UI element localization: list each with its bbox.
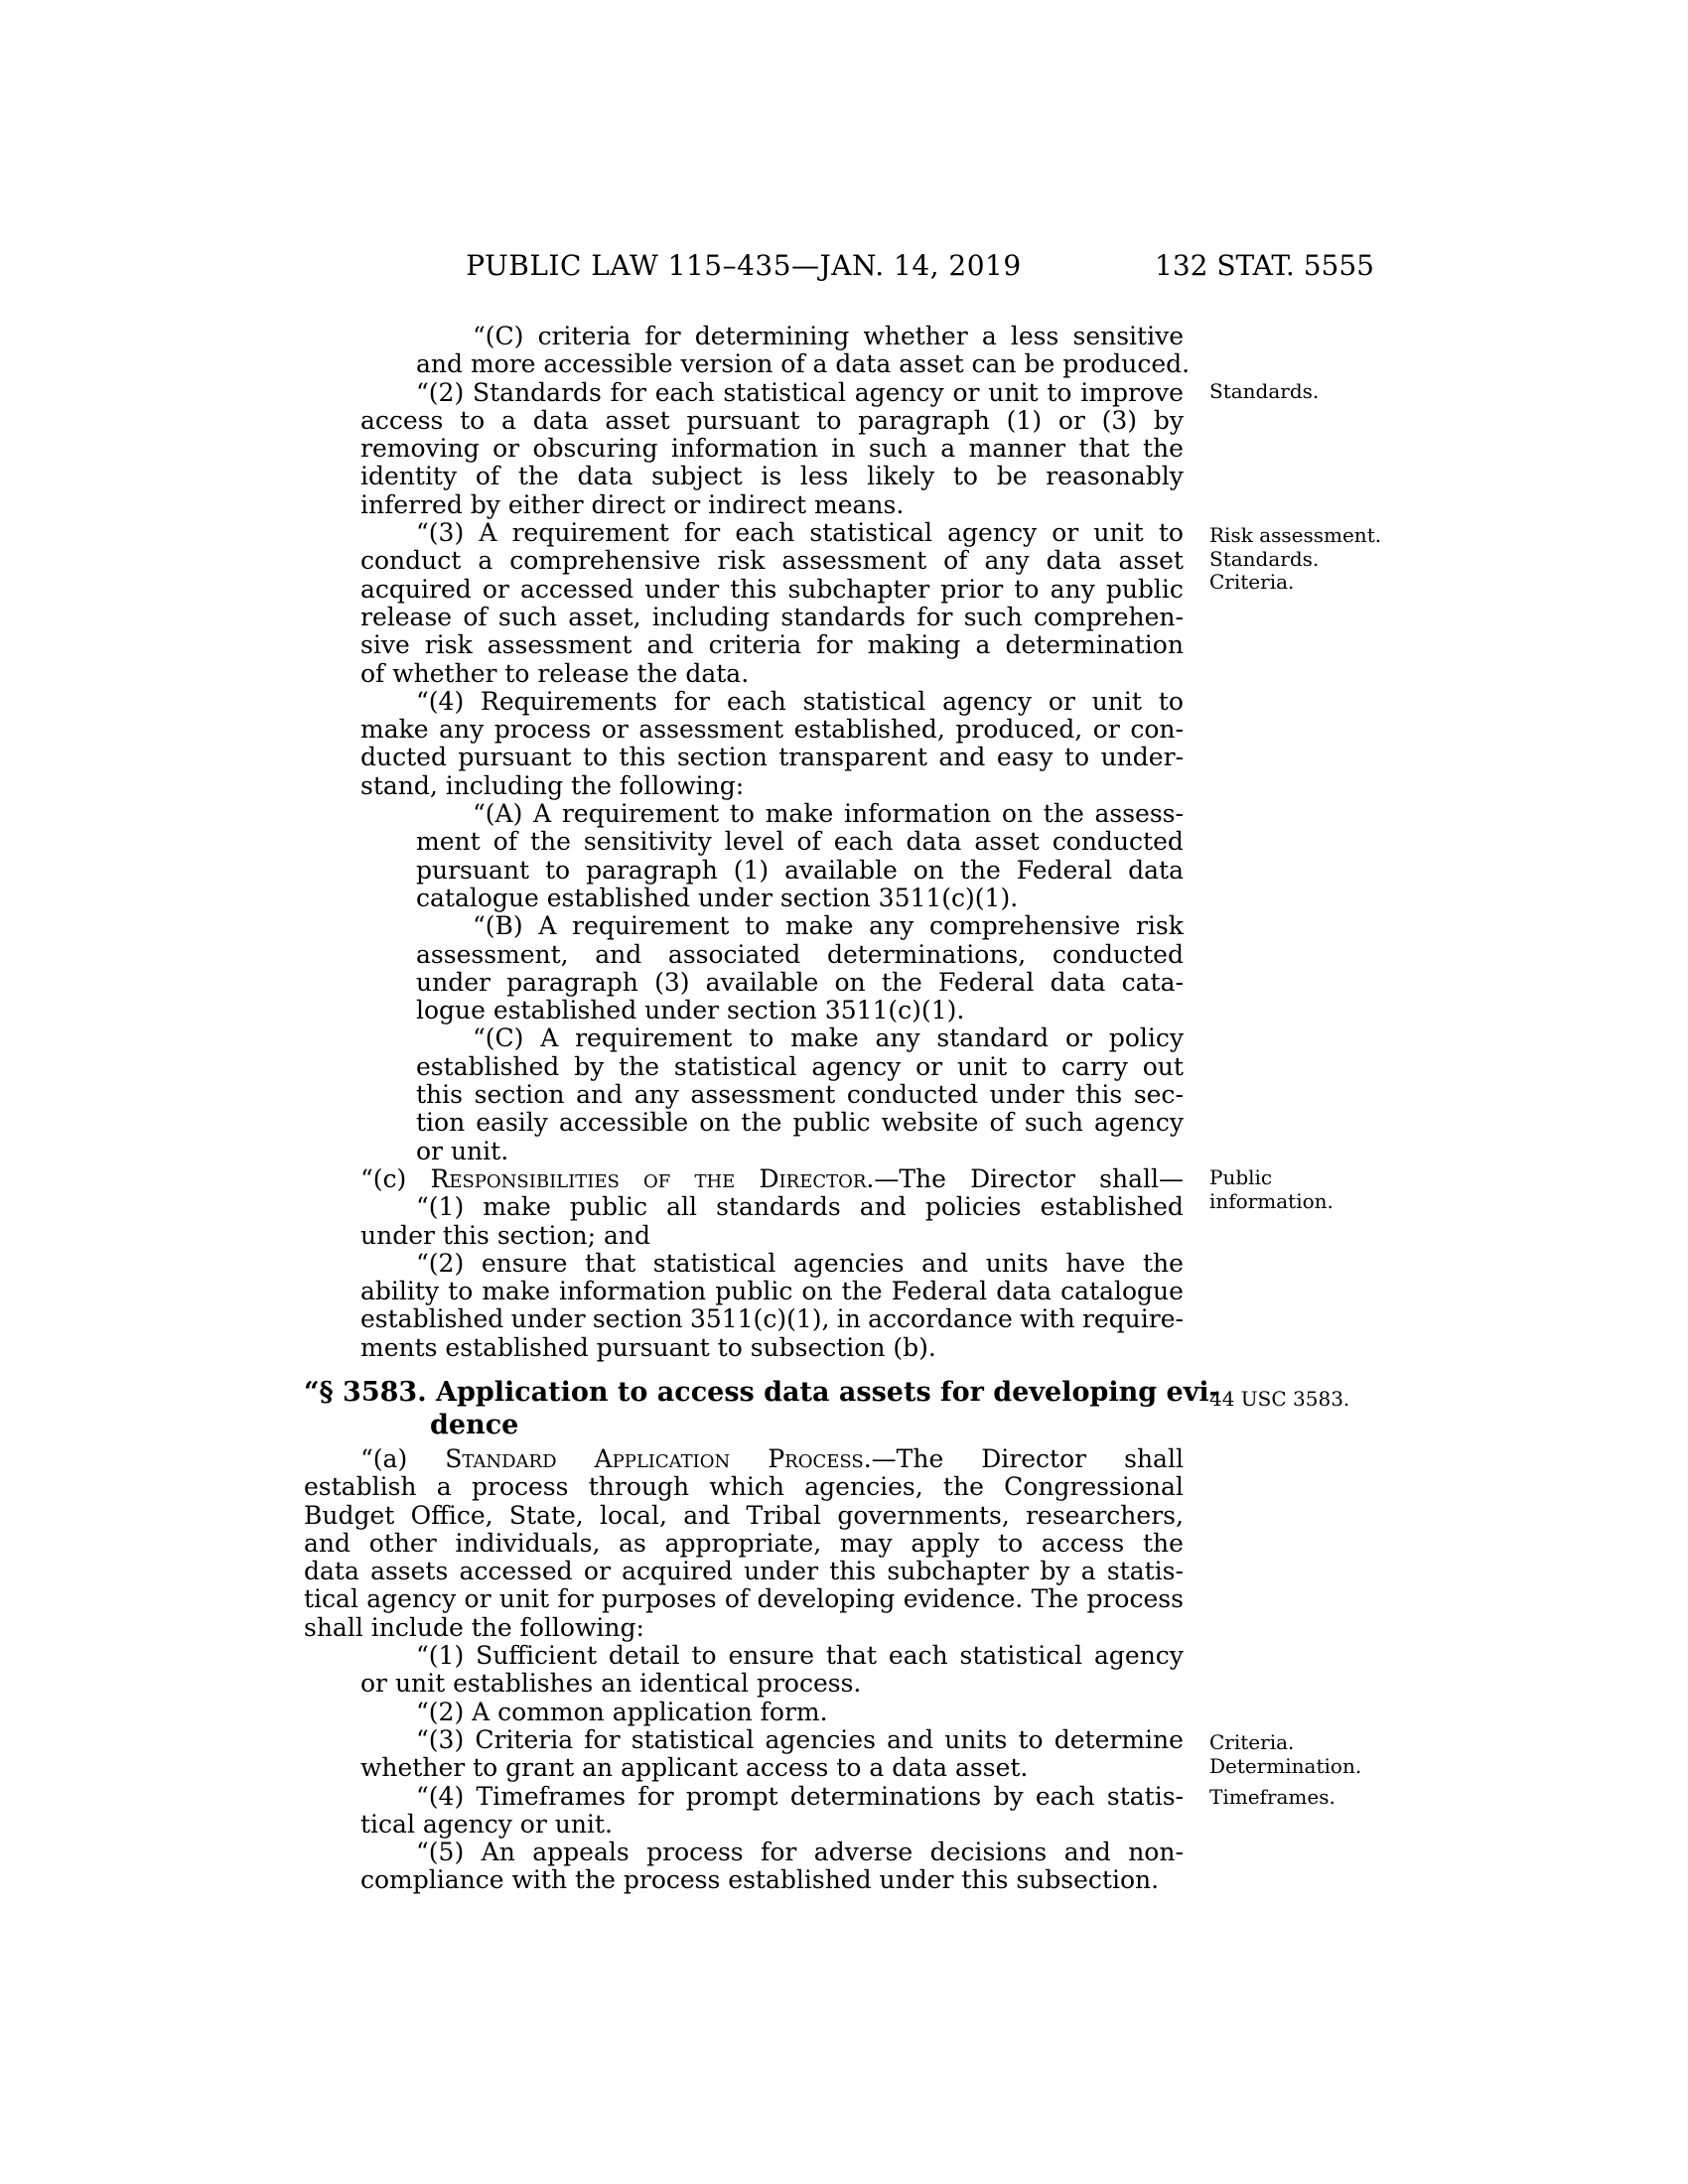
subparagraph-C-standards-accessible: “(C) A requirement to make any standard or policy established by the statistical agency or unit to carry out this section and any assessment conducted under this sec- tion easily accessible on the public website of such agency or unit. [416, 1024, 1184, 1165]
paragraph-2-standards: “(2) Standards for each statistical agency or unit to improve access to a data asset pursuant to paragraph (1) or (3) by removing or obscuring information in such a manner that the identity of the data subject is less likely to be reasonably inferred by either direct or indirect means. [360, 377, 1184, 519]
margin-note: Risk assessment. Standards. Criteria. [1209, 523, 1382, 595]
paragraph-c1-make-public: “(1) make public all standards and policies established under this section; and [360, 1192, 1184, 1250]
page-header-stat-number: 132 STAT. 5555 [1155, 249, 1374, 282]
page-header-law-title: PUBLIC LAW 115–435—JAN. 14, 2019 [466, 249, 1022, 282]
paragraph-a4-timeframes: “(4) Timeframes for prompt determinations by each statis- tical agency or unit. [360, 1781, 1184, 1839]
section-heading-3583: “§ 3583. Application to access data assets for developing evi- dence [304, 1376, 1220, 1440]
paragraph-c2-ensure-ability: “(2) ensure that statistical agencies and units have the ability to make information public on the Federal data catalogue established under section 3511(c)(1), in accordance with require- ments established pursuant to subsection (b). [360, 1248, 1184, 1362]
subparagraph-B-risk-assessment-info: “(B) A requirement to make any comprehensive risk assessment, and associated determinations, conducted under paragraph (3) available on the Federal data cata- logue established under section 3511(c)(1). [416, 911, 1184, 1025]
margin-note: Public information. [1209, 1165, 1334, 1213]
margin-note: Timeframes. [1209, 1785, 1336, 1809]
paragraph-a5-appeals: “(5) An appeals process for adverse decisions and non- compliance with the process established under this subsection. [360, 1838, 1184, 1895]
text-column [304, 322, 1220, 1895]
paragraph-3-risk-assessment: “(3) A requirement for each statistical agency or unit to conduct a comprehensive risk assessment of any data asset acquired or accessed under this subchapter prior to any public release of such asset, including standards for such comprehen- sive risk assessment and criteria for making a determination of whether to release the data. [360, 518, 1184, 688]
subsection-a-standard-application-process: “(a) Standard Application Process.—The Director shall establish a process through which agencies, the Congressional Budget Office, State, local, and Tribal governments, researchers, and other individuals, as appropriate, may apply to access the data assets accessed or acquired under this subchapter by a statis- tical agency or unit for purposes of developing evidence. The process shall include the following: [304, 1443, 1184, 1642]
subparagraph-C-sensitive-version: “(C) criteria for determining whether a less sensitive and more accessible version of a data asset can be produced. [416, 322, 1191, 379]
paragraph-a1-sufficient-detail: “(1) Sufficient detail to ensure that each statistical agency or unit establishes an identical process. [360, 1641, 1184, 1699]
subparagraph-A-sensitivity-info: “(A) A requirement to make information on the assess- ment of the sensitivity level of each data asset conducted pursuant to paragraph (1) available on the Federal data catalogue established under section 3511(c)(1). [416, 799, 1184, 912]
margin-note: 44 USC 3583. [1209, 1387, 1350, 1411]
margin-note: Criteria. Determination. [1209, 1730, 1362, 1778]
paragraph-4-transparency: “(4) Requirements for each statistical agency or unit to make any process or assessment established, produced, or con- ducted pursuant to this section transparent and easy to under- stand, including the following: [360, 686, 1184, 800]
margin-note: Standards. [1209, 379, 1320, 403]
paragraph-a3-criteria: “(3) Criteria for statistical agencies and units to determine whether to grant an applicant access to a data asset. [360, 1724, 1184, 1783]
paragraph-a2-common-form: “(2) A common application form. [416, 1697, 828, 1726]
subsection-c-responsibilities: “(c) Responsibilities of the Director.—The Director shall— [360, 1163, 1184, 1193]
